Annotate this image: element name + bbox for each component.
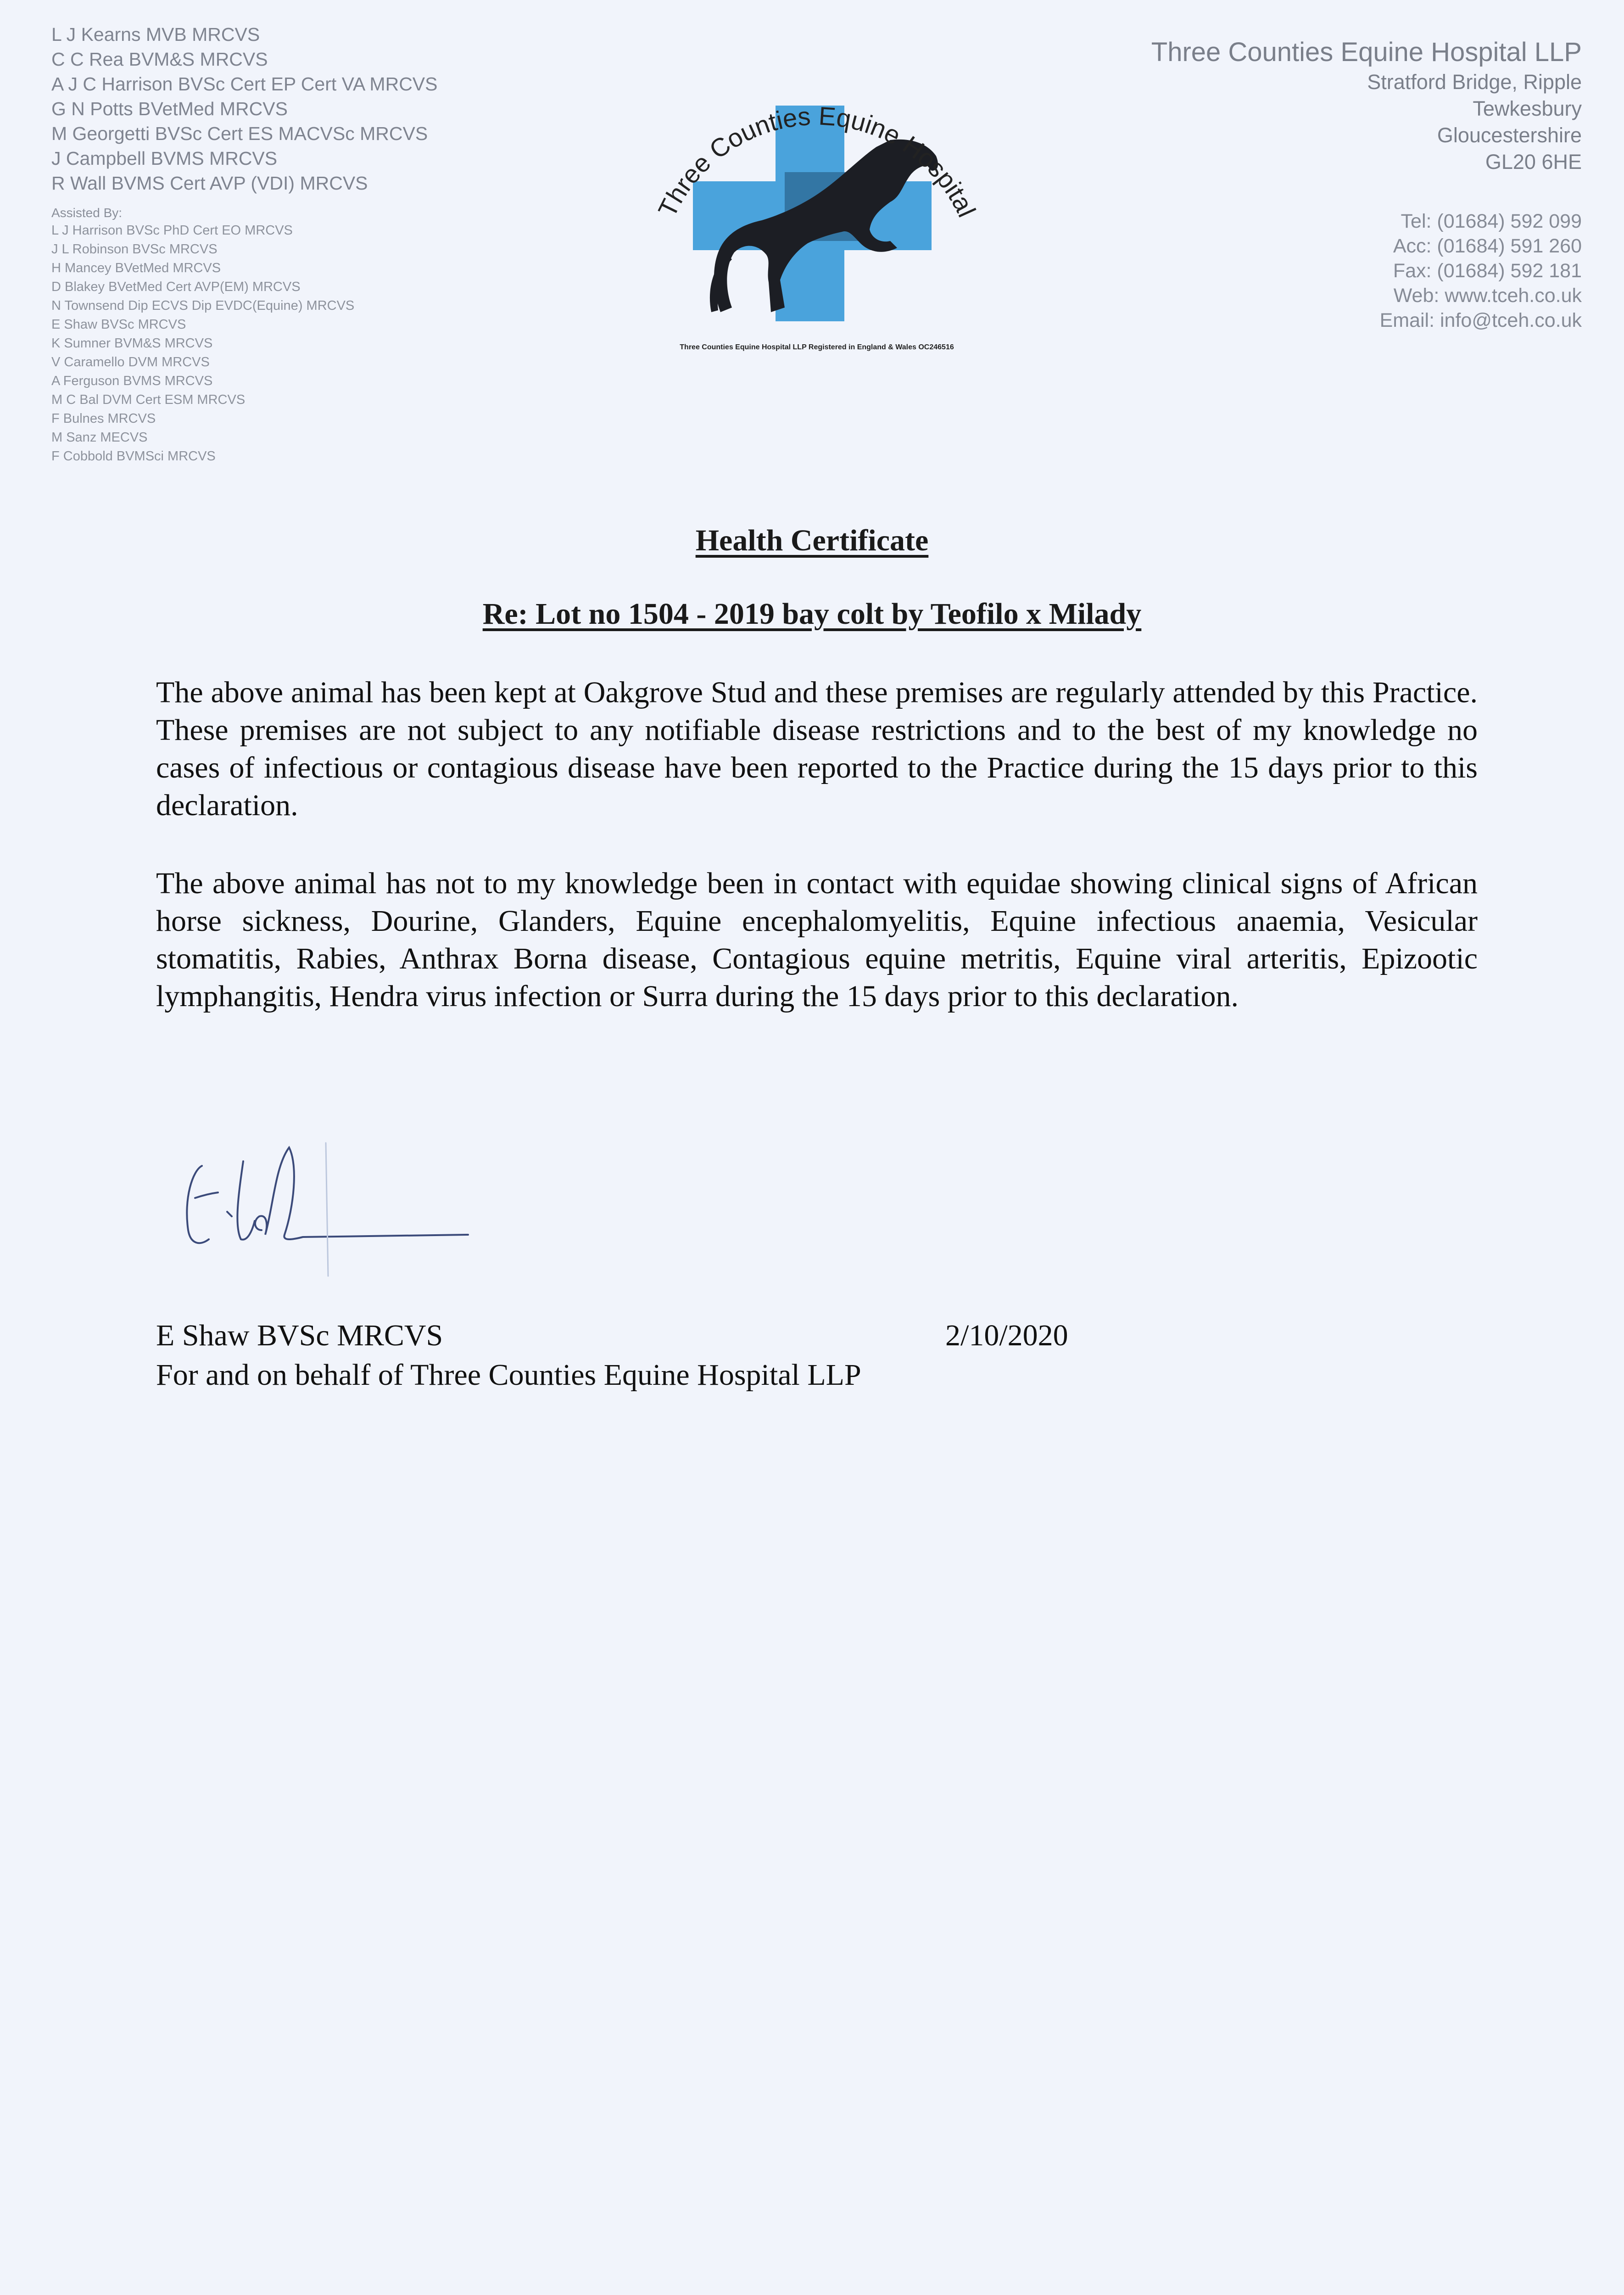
- partner-vet: J Campbell BVMS MRCVS: [51, 148, 278, 169]
- assistant-vet: N Townsend Dip ECVS Dip EVDC(Equine) MRCVS: [51, 298, 355, 313]
- contact-line: Tel: (01684) 592 099: [1401, 210, 1582, 232]
- assistant-vet: V Caramello DVM MRCVS: [51, 355, 210, 369]
- certificate-title: [0, 523, 1624, 558]
- paragraph-contact: The above animal has not to my knowledge been in contact with equidae showing clinical signs of African horse sickness, Dourine, Glanders, Equine encephalomyelitis, Equine infectious anaemia, Vesicular stomatitis, Rabies, Anthrax Borna disease, Contagious equine metritis, Equine viral arteritis, Epizootic lymphangitis, Hendra virus infection or Surra during the 15 days prior to this declaration.: [156, 867, 1478, 1013]
- assisted-by-label: Assisted By:: [51, 206, 123, 220]
- partner-vet: R Wall BVMS Cert AVP (VDI) MRCVS: [51, 173, 368, 194]
- partner-vet: C C Rea BVM&S MRCVS: [51, 49, 268, 70]
- hospital-logo: [633, 50, 1000, 335]
- registration-line: Three Counties Equine Hospital LLP Registered in England & Wales OC246516: [680, 343, 954, 351]
- assistant-vet: E Shaw BVSc MRCVS: [51, 317, 186, 332]
- paragraph-premises: The above animal has been kept at Oakgrove Stud and these premises are regularly attended by this Practice. These premises are not subject to any notifiable disease restrictions and to the best of my knowledge no cases of infectious or contagious disease have been reported to the Practice during the 15 days prior to this declaration.: [156, 676, 1478, 822]
- address-block: [1151, 36, 1582, 175]
- contact-line: Web: www.tceh.co.uk: [1393, 285, 1582, 307]
- assistant-vet: J L Robinson BVSc MRCVS: [51, 242, 218, 257]
- address-lines: [1151, 69, 1582, 175]
- certificate-subject: [0, 597, 1624, 632]
- contact-block: [1380, 209, 1582, 333]
- contact-line: Fax: (01684) 592 181: [1393, 260, 1582, 282]
- assistant-vet: L J Harrison BVSc PhD Cert EO MRCVS: [51, 223, 293, 238]
- address-line: Gloucestershire: [1437, 123, 1582, 147]
- signatory-name: E Shaw BVSc MRCVS: [156, 1319, 443, 1352]
- partner-vet: G N Potts BVetMed MRCVS: [51, 98, 288, 119]
- signature-date: 2/10/2020: [945, 1319, 1068, 1352]
- contact-line: Acc: (01684) 591 260: [1393, 235, 1582, 257]
- logo-arc-text: Three Counties Equine Hospital: [652, 101, 982, 222]
- partner-vet: M Georgetti BVSc Cert ES MACVSc MRCVS: [51, 123, 428, 144]
- assistant-vet: M Sanz MECVS: [51, 430, 148, 445]
- signature: [174, 1125, 496, 1290]
- address-line: GL20 6HE: [1485, 150, 1582, 174]
- partner-list: [51, 22, 438, 196]
- logo-graphic: [633, 50, 1000, 335]
- partner-vet: A J C Harrison BVSc Cert EP Cert VA MRCVS: [51, 73, 438, 95]
- contact-line: Email: info@tceh.co.uk: [1379, 309, 1582, 331]
- address-line: Tewkesbury: [1473, 97, 1582, 120]
- company-name: Three Counties Equine Hospital LLP: [1151, 37, 1582, 67]
- assistant-vet: A Ferguson BVMS MRCVS: [51, 374, 213, 388]
- vet-list: [51, 22, 438, 466]
- assistant-vet: K Sumner BVM&S MRCVS: [51, 336, 213, 351]
- partner-vet: L J Kearns MVB MRCVS: [51, 24, 260, 45]
- assistant-vet: F Cobbold BVMSci MRCVS: [51, 449, 216, 464]
- assistant-list: [51, 221, 438, 466]
- assistant-vet: H Mancey BVetMed MRCVS: [51, 261, 221, 275]
- certificate-subject-text: Re: Lot no 1504 - 2019 bay colt by Teofilo x Milady: [482, 597, 1142, 631]
- assistant-vet: D Blakey BVetMed Cert AVP(EM) MRCVS: [51, 280, 301, 294]
- certificate-title-text: Health Certificate: [695, 524, 929, 557]
- on-behalf-line: For and on behalf of Three Counties Equine Hospital LLP: [156, 1358, 861, 1392]
- address-line: Stratford Bridge, Ripple: [1367, 70, 1582, 94]
- assistant-vet: M C Bal DVM Cert ESM MRCVS: [51, 392, 246, 407]
- assistant-vet: F Bulnes MRCVS: [51, 411, 156, 426]
